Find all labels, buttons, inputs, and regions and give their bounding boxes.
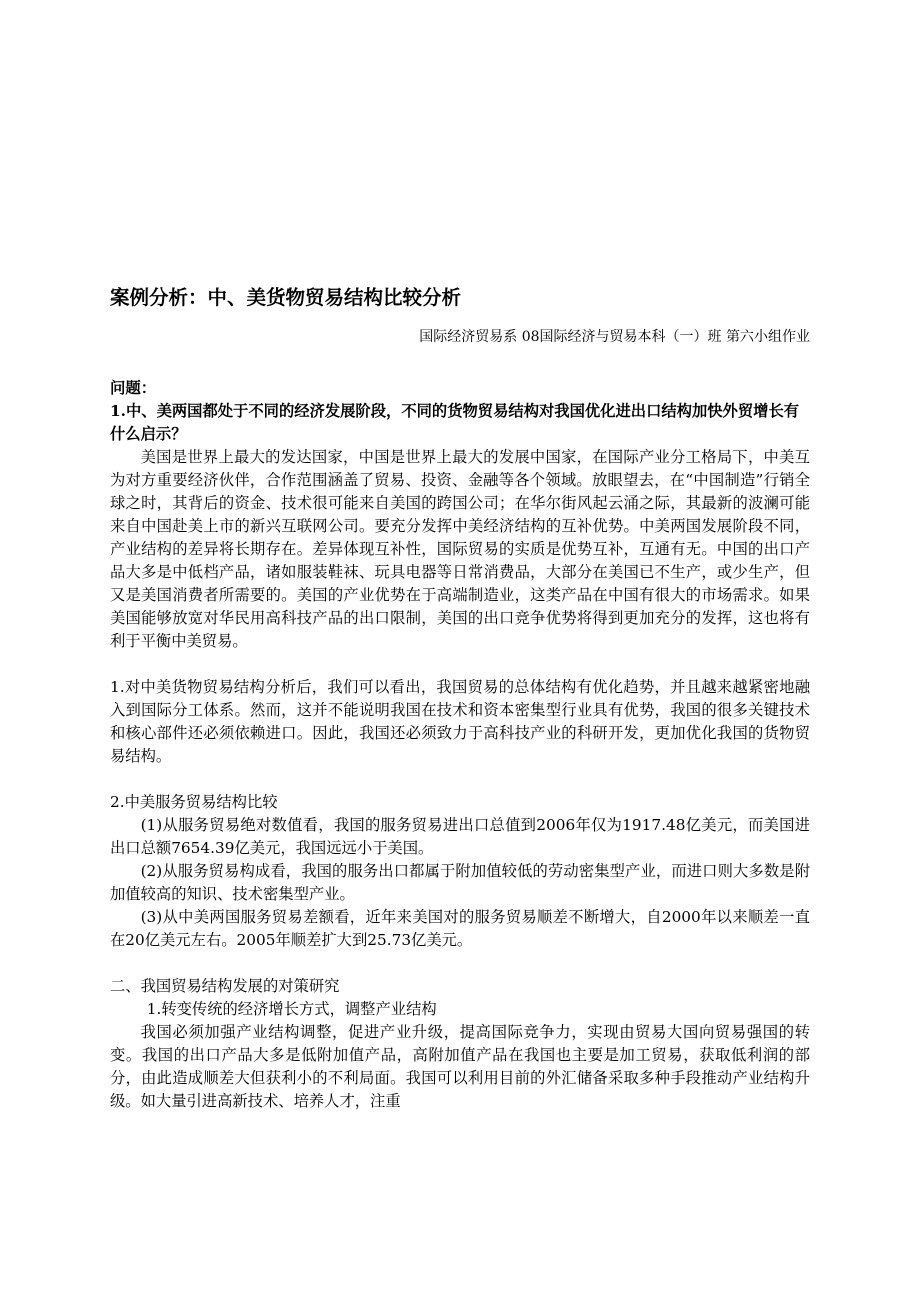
document-page: [110, 284, 810, 1113]
question-heading: 问题：: [110, 379, 157, 397]
paragraph-intro: 美国是世界上最大的发达国家，中国是世界上最大的发展中国家，在国际产业分工格局下，中美互为对方重要经济伙伴，合作范围涵盖了贸易、投资、金融等各个领域。放眼望去，在“中国制造”行销全球之时，其背后的资金、技术很可能来自美国的跨国公司；在华尔街风起云涌之际，其最新的波澜可能来自中国赴美上市的新兴互联网公司。要充分发挥中美经济结构的互补优势。中美两国发展阶段不同，产业结构的差异将长期存在。差异体现互补性，国际贸易的实质是优势互补，互通有无。中国的出口产品大多是中低档产品，诸如服装鞋袜、玩具电器等日常消费品，大部分在美国已不生产，或少生产，但又是美国消费者所需要的。美国的产业优势在于高端制造业，这类产品在中国有很大的市场需求。如果美国能够放宽对华民用高科技产品的出口限制，美国的出口竞争优势将得到更加充分的发挥，这也将有利于平衡中美贸易。: [110, 448, 810, 650]
paragraph-industrial-upgrade: 我国必须加强产业结构调整，促进产业升级，提高国际竞争力，实现由贸易大国向贸易强国的转变。我国的出口产品大多是低附加值产品，高附加值产品在我国也主要是加工贸易，获取低利润的部分，由此造成顺差大但获利小的不利局面。我国可以利用目前的外汇储备采取多种手段推动产业结构升级。如大量引进高新技术、培养人才，注重: [110, 1023, 810, 1110]
paragraph-service-absolute: (1)从服务贸易绝对数值看，我国的服务贸易进出口总值到2006年仅为1917.48亿美元，而美国进出口总额7654.39亿美元，我国远远小于美国。: [110, 816, 810, 857]
section-heading-service-trade: 2.中美服务贸易结构比较: [110, 793, 278, 811]
spacer: [110, 768, 810, 791]
paragraph-service-composition: (2)从服务贸易构成看，我国的服务出口都属于附加值较低的劳动密集型产业，而进口则大多数是附加值较高的知识、技术密集型产业。: [110, 862, 810, 903]
subsection-heading-growth-mode: 1.转变传统的经济增长方式，调整产业结构: [146, 1000, 437, 1018]
document-title: 案例分析：中、美货物贸易结构比较分析: [110, 286, 462, 309]
question-text: 1.中、美两国都处于不同的经济发展阶段，不同的货物贸易结构对我国优化进出口结构加快外贸增长有什么启示？: [110, 402, 800, 443]
paragraph-service-balance: (3)从中美两国服务贸易差额看，近年来美国对的服务贸易顺差不断增大，自2000年以来顺差一直在20亿美元左右。2005年顺差扩大到25.73亿美元。: [110, 908, 810, 949]
paragraph-goods-structure: 1.对中美货物贸易结构分析后，我们可以看出，我国贸易的总体结构有优化趋势，并且越来越紧密地融入到国际分工体系。然而，这并不能说明我国在技术和资本密集型行业具有优势，我国的很多关键技术和核心部件还必须依赖进口。因此，我国还必须致力于高科技产业的科研开发，更加优化我国的货物贸易结构。: [110, 678, 810, 765]
spacer: [110, 653, 810, 676]
document-byline: 国际经济贸易系 08国际经济与贸易本科（一）班 第六小组作业: [419, 329, 810, 345]
spacer: [110, 952, 810, 975]
section-heading-countermeasures: 二、我国贸易结构发展的对策研究: [110, 977, 340, 995]
